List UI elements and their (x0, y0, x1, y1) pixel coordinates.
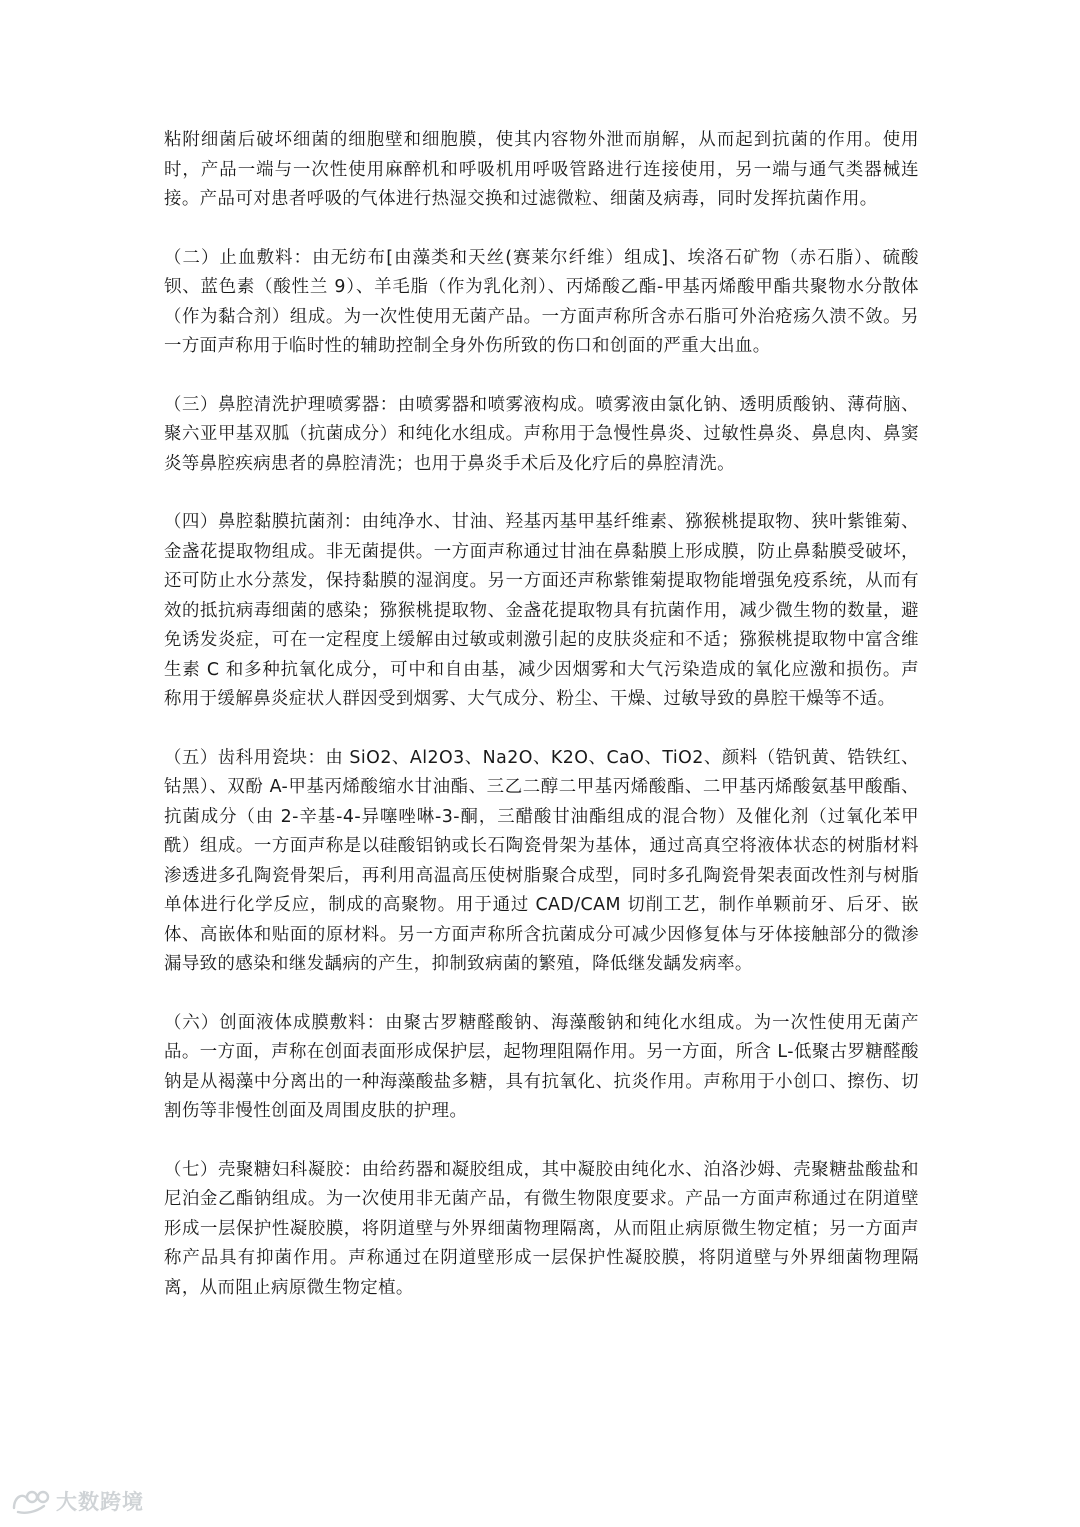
watermark (10, 1486, 144, 1516)
paragraph-liquid-film-dressing: （六）创面液体成膜敷料：由聚古罗糖醛酸钠、海藻酸钠和纯化水组成。为一次性使用无菌产品。一方面，声称在创面表面形成保护层，起物理阻隔作用。另一方面，所含 L-低聚古罗糖醛酸钠是从褐藻中分离出的一种海藻酸盐多糖，具有抗氧化、抗炎作用。声称用于小创口、擦伤、切割伤等非慢性创面及周围皮肤的护理。 (164, 1012, 919, 1121)
brand-logo-icon (10, 1486, 50, 1516)
paragraph-dental-ceramic-block: （五）齿科用瓷块：由 SiO2、Al2O3、Na2O、K2O、CaO、TiO2、颜料（锆钒黄、锆铁红、钴黑）、双酚 A-甲基丙烯酸缩水甘油酯、三乙二醇二甲基丙烯酸酯、二甲基丙烯酸氨基甲酸酯、抗菌成分（由 2-辛基-4-异噻唑啉-3-酮，三醋酸甘油酯组成的混合物）及催化剂（过氧化苯甲酰）组成。一方面声称是以硅酸铝钠或长石陶瓷骨架为基体，通过高真空将液体状态的树脂材料渗透进多孔陶瓷骨架后，再利用高温高压使树脂聚合成型，同时多孔陶瓷骨架表面改性剂与树脂单体进行化学反应，制成的高聚物。用于通过 CAD/CAM 切削工艺，制作单颗前牙、后牙、嵌体、高嵌体和贴面的原材料。另一方面声称所含抗菌成分可减少因修复体与牙体接触部分的微渗漏导致的感染和继发龋病的产生，抑制致病菌的繁殖，降低继发龋发病率。 (164, 747, 919, 974)
paragraph-hemostatic-dressing: （二）止血敷料：由无纺布[由藻类和天丝(赛莱尔纤维）组成]、埃洛石矿物（赤石脂）、硫酸钡、蓝色素（酸性兰 9）、羊毛脂（作为乳化剂）、丙烯酸乙酯-甲基丙烯酸甲酯共聚物水分散体（作为黏合剂）组成。为一次性使用无菌产品。一方面声称所含赤石脂可外治疮疡久溃不敛。另一方面声称用于临时性的辅助控制全身外伤所致的伤口和创面的严重大出血。 (164, 247, 919, 356)
document-body (164, 126, 919, 1303)
paragraph-intro-continuation: 粘附细菌后破坏细菌的细胞壁和细胞膜，使其内容物外泄而崩解，从而起到抗菌的作用。使用时，产品一端与一次性使用麻醉机和呼吸机用呼吸管路进行连接使用，另一端与通气类器械连接。产品可对患者呼吸的气体进行热湿交换和过滤微粒、细菌及病毒，同时发挥抗菌作用。 (164, 130, 919, 209)
paragraph-nasal-spray: （三）鼻腔清洗护理喷雾器：由喷雾器和喷雾液构成。喷雾液由氯化钠、透明质酸钠、薄荷脑、聚六亚甲基双胍（抗菌成分）和纯化水组成。声称用于急慢性鼻炎、过敏性鼻炎、鼻息肉、鼻窦炎等鼻腔疾病患者的鼻腔清洗；也用于鼻炎手术后及化疗后的鼻腔清洗。 (164, 394, 919, 474)
paragraph-chitosan-gel: （七）壳聚糖妇科凝胶：由给药器和凝胶组成，其中凝胶由纯化水、泊洛沙姆、壳聚糖盐酸盐和尼泊金乙酯钠组成。为一次使用非无菌产品，有微生物限度要求。产品一方面声称通过在阴道壁形成一层保护性凝胶膜，将阴道壁与外界细菌物理隔离，从而阻止病原微生物定植；另一方面声称产品具有抑菌作用。声称通过在阴道壁形成一层保护性凝胶膜，将阴道壁与外界细菌物理隔离，从而阻止病原微生物定植。 (164, 1159, 919, 1298)
paragraph-nasal-antibacterial: （四）鼻腔黏膜抗菌剂：由纯净水、甘油、羟基丙基甲基纤维素、猕猴桃提取物、狭叶紫锥菊、金盏花提取物组成。非无菌提供。一方面声称通过甘油在鼻黏膜上形成膜，防止鼻黏膜受破坏，还可防止水分蒸发，保持黏膜的湿润度。另一方面还声称紫锥菊提取物能增强免疫系统，从而有效的抵抗病毒细菌的感染；猕猴桃提取物、金盏花提取物具有抗菌作用，减少微生物的数量，避免诱发炎症，可在一定程度上缓解由过敏或刺激引起的皮肤炎症和不适；猕猴桃提取物中富含维生素 C 和多种抗氧化成分，可中和自由基，减少因烟雾和大气污染造成的氧化应激和损伤。声称用于缓解鼻炎症状人群因受到烟雾、大气成分、粉尘、干燥、过敏导致的鼻腔干燥等不适。 (164, 512, 919, 709)
watermark-text: 大数跨境 (56, 1490, 144, 1514)
